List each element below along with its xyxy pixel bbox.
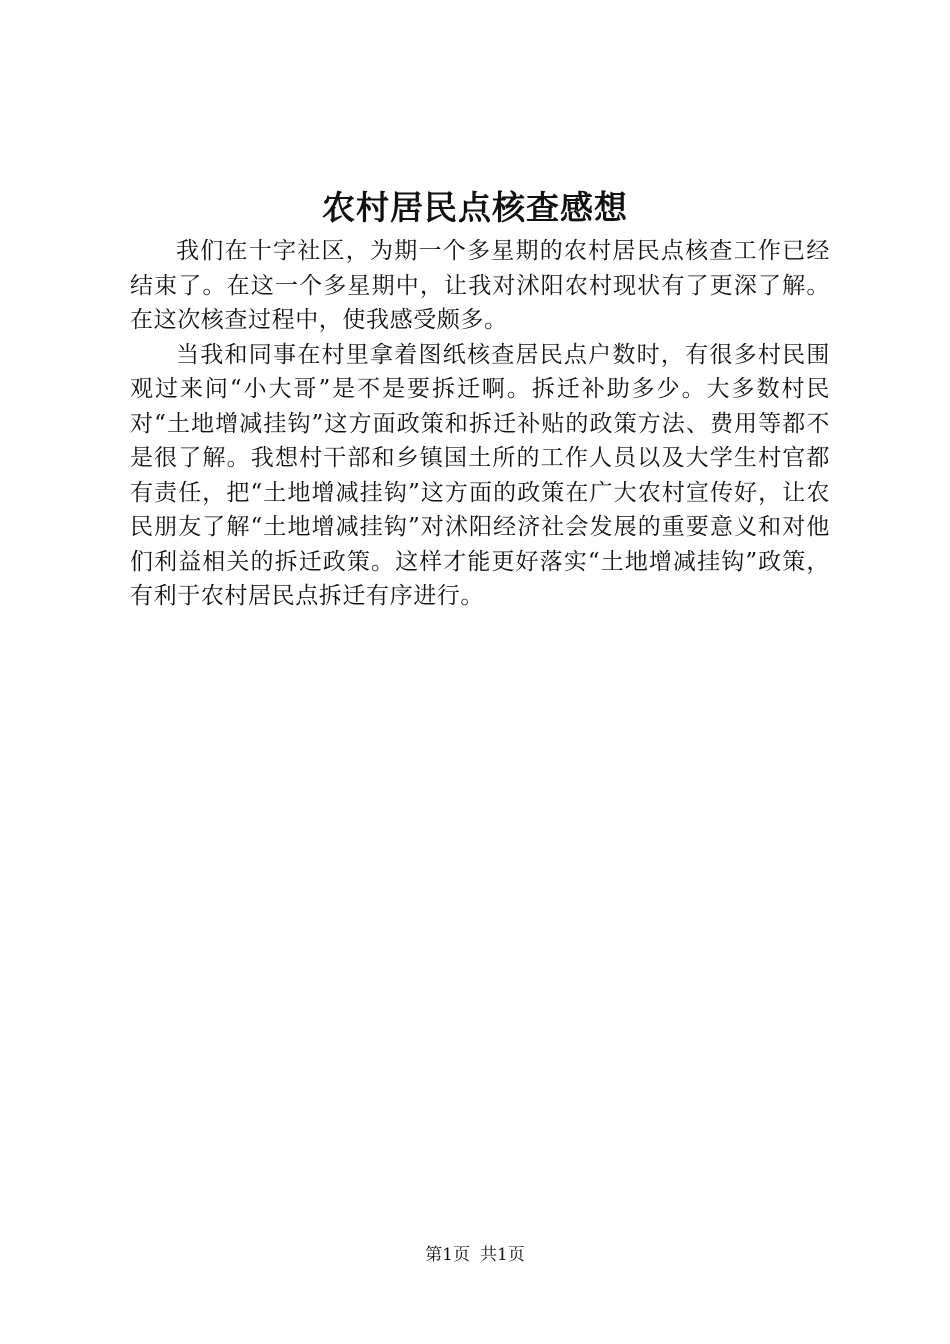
paragraph-2: 当我和同事在村里拿着图纸核查居民点户数时，有很多村民围观过来问“小大哥”是不是要拆迁啊。拆迁补助多少。大多数村民对“土地增减挂钩”这方面政策和拆迁补贴的政策方法、费用等都不是很了解。我想村干部和乡镇国土所的工作人员以及大学生村官都有责任，把“土地增减挂钩”这方面的政策在广大农村宣传好，让农民朋友了解“土地增减挂钩”对沭阳经济社会发展的重要意义和对他们利益相关的拆迁政策。这样才能更好落实“土地增减挂钩”政策，有利于农村居民点拆迁有序进行。 xyxy=(130,341,830,609)
paragraph-1: 我们在十字社区，为期一个多星期的农村居民点核查工作已经结束了。在这一个多星期中，让我对沭阳农村现状有了更深了解。在这次核查过程中，使我感受颇多。 xyxy=(130,238,830,333)
document-body xyxy=(130,234,830,614)
page-footer xyxy=(0,1243,950,1267)
document-title: 农村居民点核查感想 xyxy=(322,188,628,227)
page-total: 共1页 xyxy=(480,1245,525,1265)
page-number: 第1页 xyxy=(425,1245,470,1265)
